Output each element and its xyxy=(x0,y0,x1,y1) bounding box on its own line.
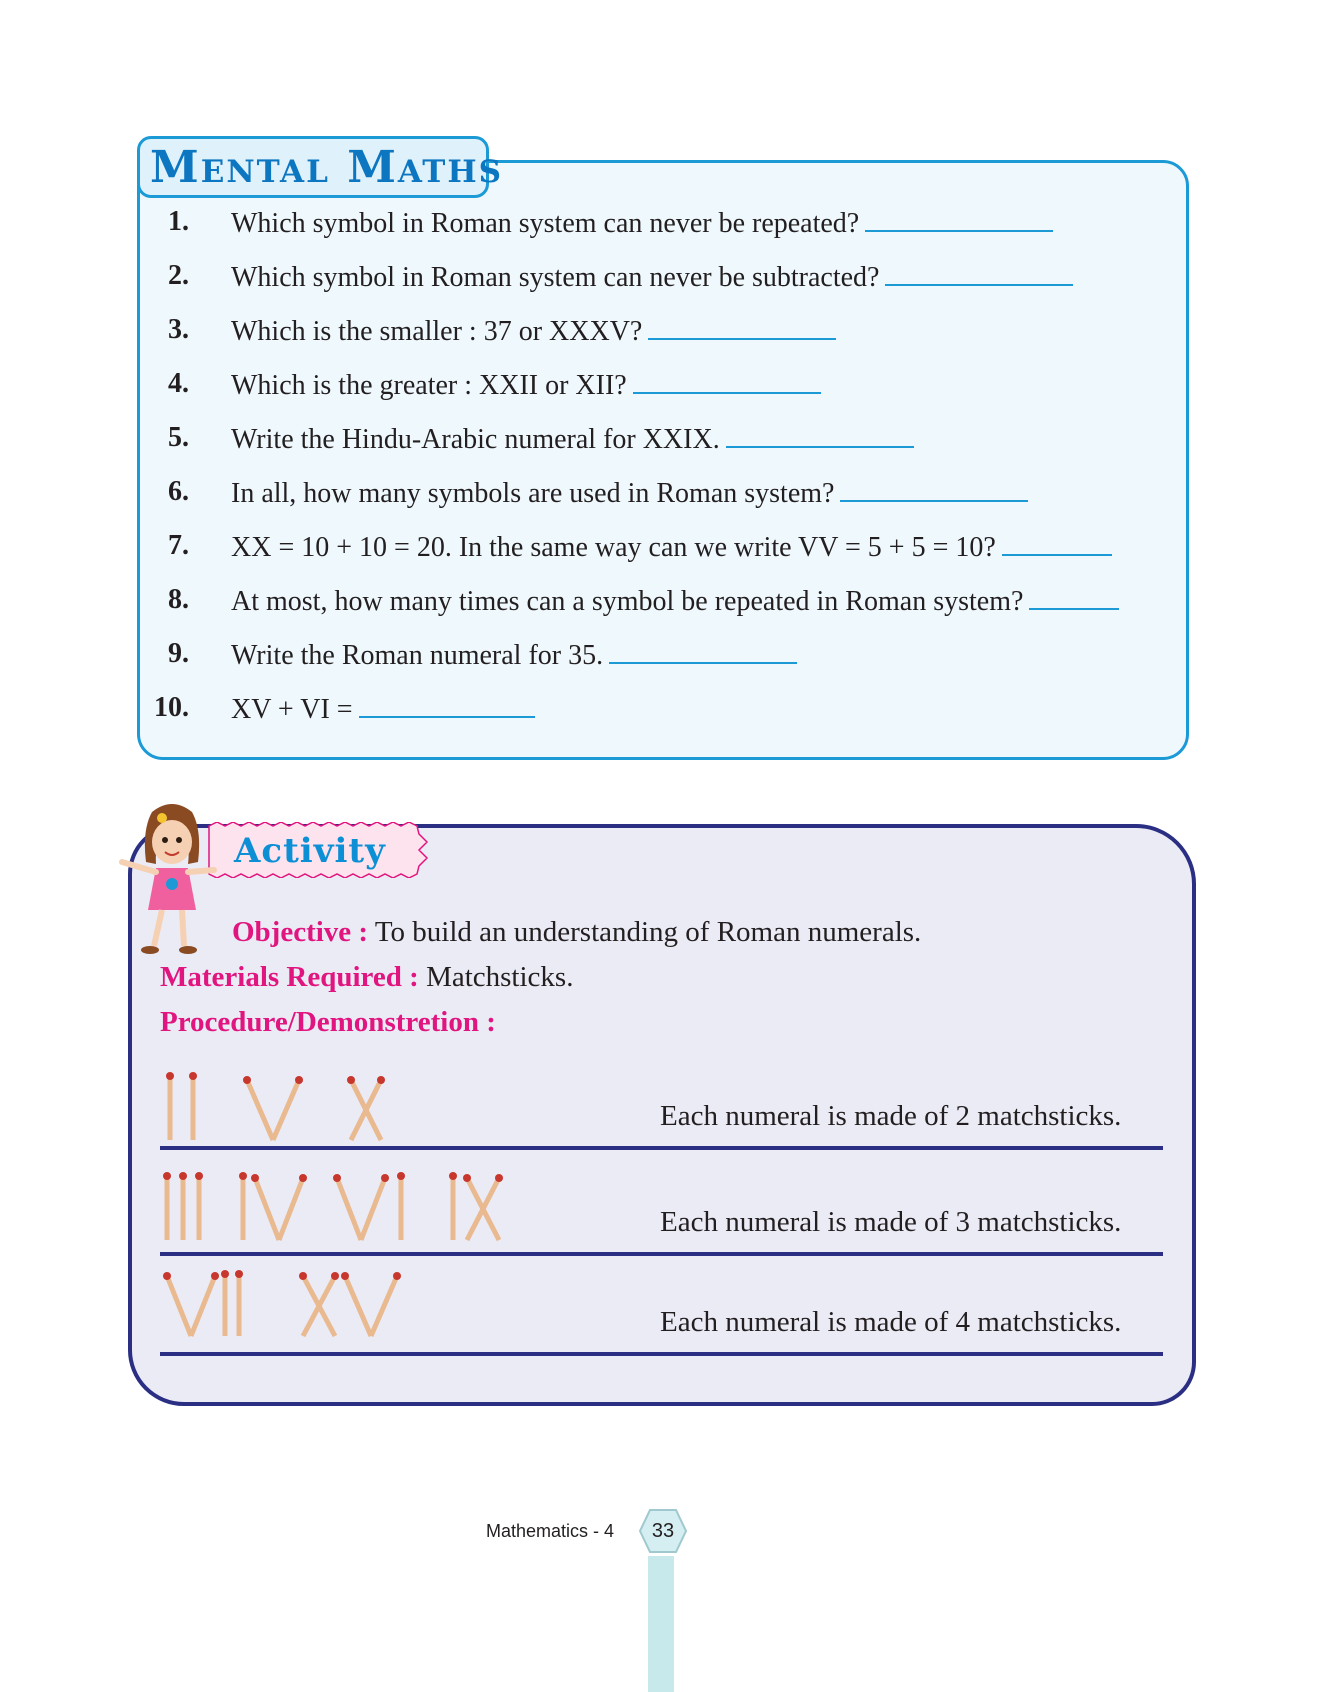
question-row xyxy=(140,416,1190,460)
question-text: Write the Hindu-Arabic numeral for XXIX. xyxy=(231,424,720,455)
numeral-XV xyxy=(299,1272,401,1336)
answer-blank[interactable] xyxy=(633,362,821,394)
question-row xyxy=(140,308,1190,352)
question-text: Write the Roman numeral for 35. xyxy=(231,640,604,671)
numeral-V xyxy=(243,1076,303,1140)
materials-line xyxy=(160,957,573,997)
procedure-line xyxy=(160,1002,496,1042)
objective-text: To build an understanding of Roman numerals. xyxy=(374,916,922,948)
question-row xyxy=(140,200,1190,244)
objective-line xyxy=(232,912,921,952)
objective-label: Objective : xyxy=(232,916,369,948)
question-number: 10. xyxy=(154,692,189,723)
question-text: XX = 10 + 10 = 20. In the same way can we write VV = 5 + 5 = 10? xyxy=(231,532,996,563)
book-title: Mathematics - 4 xyxy=(486,1521,615,1541)
numeral-IV xyxy=(239,1172,307,1240)
question-number: 7. xyxy=(168,530,189,561)
divider-rule xyxy=(160,1252,1163,1256)
answer-blank[interactable] xyxy=(1002,524,1112,556)
activity-title: Activity xyxy=(234,831,386,871)
question-text: In all, how many symbols are used in Roman system? xyxy=(231,478,835,509)
question-row xyxy=(140,524,1190,568)
page-number: 33 xyxy=(651,1520,675,1542)
materials-label: Materials Required : xyxy=(160,961,419,993)
answer-blank[interactable] xyxy=(885,254,1073,286)
answer-blank[interactable] xyxy=(359,686,535,718)
question-number: 5. xyxy=(168,422,189,453)
mental-maths-title: Mental Maths xyxy=(150,142,504,193)
answer-blank[interactable] xyxy=(1029,578,1119,610)
numeral-III xyxy=(163,1172,203,1240)
question-row xyxy=(140,254,1190,298)
matchstick-row-3 xyxy=(155,1168,575,1248)
question-row xyxy=(140,470,1190,514)
question-text: Which symbol in Roman system can never be subtracted? xyxy=(231,262,880,293)
numeral-VI xyxy=(333,1172,405,1240)
question-number: 4. xyxy=(168,368,189,399)
question-row xyxy=(140,686,1190,730)
question-text: At most, how many times can a symbol be repeated in Roman system? xyxy=(231,586,1024,617)
matchstick-row-4 xyxy=(155,1264,575,1344)
question-text: Which is the greater : XXII or XII? xyxy=(231,370,627,401)
numeral-IX xyxy=(449,1172,503,1240)
matchstick-note: Each numeral is made of 2 matchsticks. xyxy=(660,1100,1122,1132)
answer-blank[interactable] xyxy=(609,632,797,664)
answer-blank[interactable] xyxy=(865,200,1053,232)
answer-blank[interactable] xyxy=(840,470,1028,502)
question-number: 3. xyxy=(168,314,189,345)
divider-rule xyxy=(160,1146,1163,1150)
numeral-VII xyxy=(163,1270,243,1336)
question-number: 2. xyxy=(168,260,189,291)
question-number: 6. xyxy=(168,476,189,507)
question-row xyxy=(140,578,1190,622)
question-number: 9. xyxy=(168,638,189,669)
question-row xyxy=(140,362,1190,406)
procedure-label: Procedure/Demonstretion : xyxy=(160,1006,496,1038)
matchstick-note: Each numeral is made of 3 matchsticks. xyxy=(660,1206,1122,1238)
divider-rule xyxy=(160,1352,1163,1356)
question-number: 1. xyxy=(168,206,189,237)
numeral-X xyxy=(347,1076,385,1140)
matchstick-row-2 xyxy=(155,1068,575,1148)
girl-illustration xyxy=(118,800,226,958)
question-text: XV + VI = xyxy=(231,694,353,725)
materials-text: Matchsticks. xyxy=(426,961,574,993)
question-number: 8. xyxy=(168,584,189,615)
page-strip xyxy=(648,1556,674,1692)
answer-blank[interactable] xyxy=(648,308,836,340)
numeral-II xyxy=(166,1072,197,1140)
question-text: Which symbol in Roman system can never be repeated? xyxy=(231,208,860,239)
matchstick-note: Each numeral is made of 4 matchsticks. xyxy=(660,1306,1122,1338)
question-row xyxy=(140,632,1190,676)
question-text: Which is the smaller : 37 or XXXV? xyxy=(231,316,643,347)
answer-blank[interactable] xyxy=(726,416,914,448)
